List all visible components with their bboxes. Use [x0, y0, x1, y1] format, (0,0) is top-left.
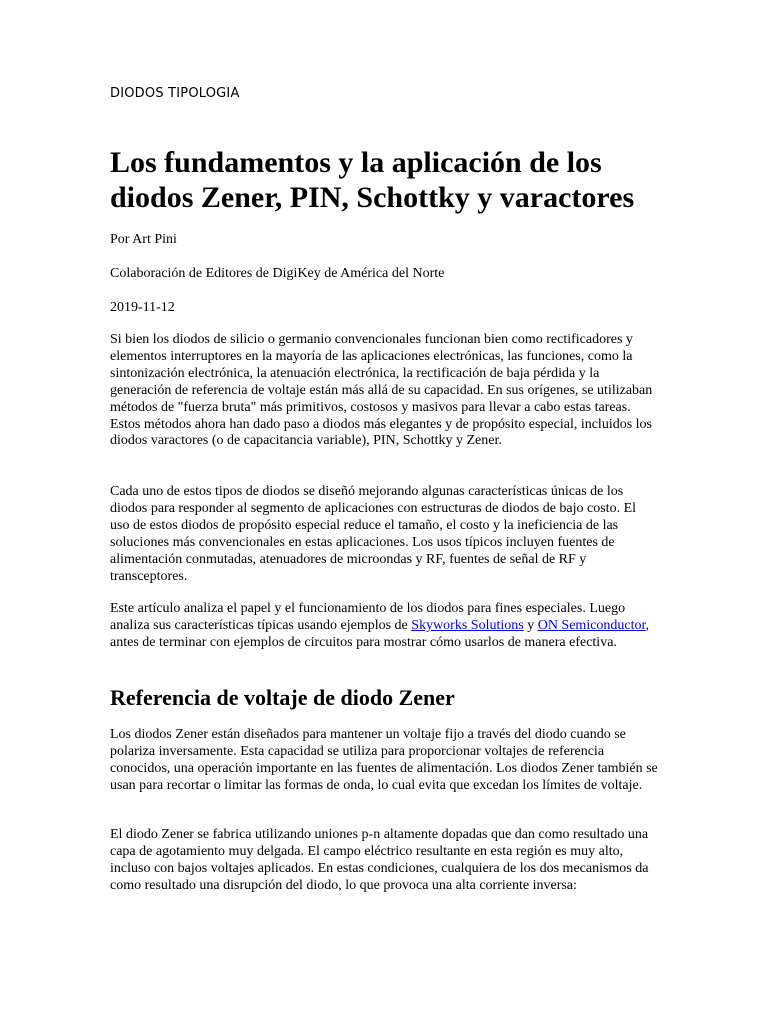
- paragraph-4: Los diodos Zener están diseñados para mantener un voltaje fijo a través del diodo cuando se polariza inversamente. Esta capacidad se utiliza para proporcionar voltajes de referencia conocidos, una operación importante en las fuentes de alimentación. Los diodos Zener también se usan para recortar o limitar las formas de onda, lo cual evita que excedan los límites de voltaje.: [110, 727, 658, 793]
- paragraph-3: [110, 601, 658, 652]
- paragraph-3-text-a: Este artículo analiza el papel y el funcionamiento de los diodos para fines especiales. Luego analiza sus características típicas usando ejemplos de: [110, 601, 626, 633]
- paragraph-2: Cada uno de estos tipos de diodos se diseñó mejorando algunas características únicas de los diodos para responder al segmento de aplicaciones con estructuras de diodos de bajo costo. El uso de estos diodos de propósito especial reduce el tamaño, el costo y la ineficiencia de las soluciones más convencionales en estas aplicaciones. Los usos típicos incluyen fuentes de alimentación conmutadas, atenuadores de microondas y RF, fuentes de señal de RF y transceptores.: [110, 484, 637, 584]
- article-title: Los fundamentos y la aplicación de los diodos Zener, PIN, Schottky y varactores: [110, 146, 635, 214]
- skyworks-link[interactable]: Skyworks Solutions: [411, 617, 524, 633]
- byline: Por Art Pini: [110, 232, 177, 247]
- paragraph-3-text-b: y: [523, 617, 538, 633]
- paragraph-5: El diodo Zener se fabrica utilizando uniones p-n altamente dopadas que dan como resultado una capa de agotamiento muy delgada. El campo eléctrico resultante en esta región es muy alto, incluso con bajos voltajes aplicados. En estas condiciones, cualquiera de los dos mecanismos da como resultado una disrupción del diodo, lo que provoca una alta corriente inversa:: [110, 827, 649, 893]
- document-kicker: DIODOS TIPOLOGIA: [110, 86, 240, 101]
- on-semiconductor-link[interactable]: ON Semiconductor: [537, 617, 646, 633]
- paragraph-3-text-c: , antes de terminar con ejemplos de circuitos para mostrar cómo usarlos de manera efectiva.: [110, 617, 650, 650]
- publish-date: 2019-11-12: [110, 300, 175, 315]
- section-heading-zener: Referencia de voltaje de diodo Zener: [110, 685, 455, 710]
- intro-paragraph: Si bien los diodos de silicio o germanio convencionales funcionan bien como rectificadores y elementos interruptores en la mayoría de las aplicaciones electrónicas, las funciones, como la sintonización electrónica, la atenuación electrónica, la rectificación de baja pérdida y la generación de referencia de voltaje están más allá de su capacidad. En sus orígenes, se utilizaban métodos de "fuerza bruta" más primitivos, costosos y masivos para llevar a cabo estas tareas. Estos métodos ahora han dado paso a diodos más elegantes y de propósito especial, incluidos los diodos varactores (o de capacitancia variable), PIN, Schottky y Zener.: [110, 332, 653, 449]
- contributor-line: Colaboración de Editores de DigiKey de América del Norte: [110, 266, 445, 281]
